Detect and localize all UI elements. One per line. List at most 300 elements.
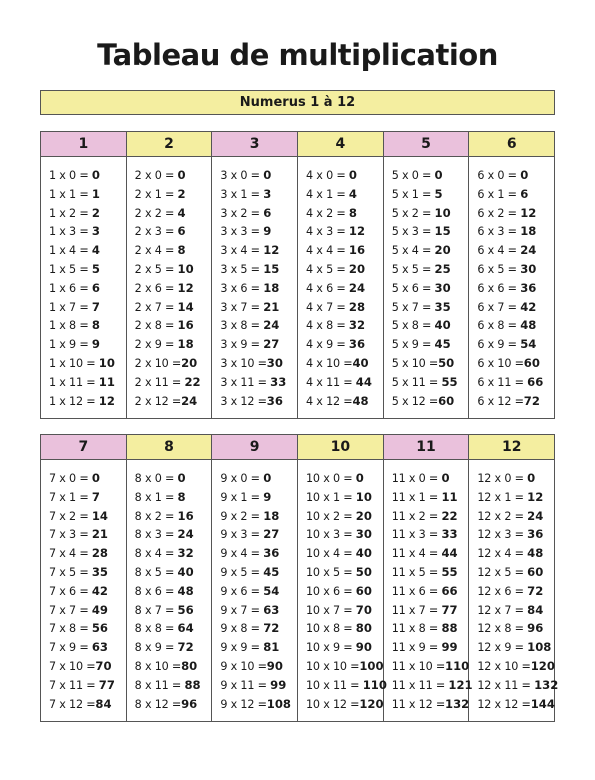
equation-expression: 11 x 7 =: [391, 603, 442, 617]
equation-expression: 11 x 1 =: [391, 490, 442, 504]
equation-result: 4: [177, 205, 186, 220]
equation-row: [477, 392, 554, 411]
table-header: 7: [41, 435, 126, 460]
equation-expression: 5 x 4 =: [391, 244, 435, 258]
equation-result: 10: [355, 489, 372, 504]
equation-expression: 1 x 1 =: [49, 187, 92, 201]
equation-result: 0: [441, 471, 450, 485]
equation-expression: 11 x 5 =: [391, 565, 442, 579]
equation-result: 0: [355, 471, 364, 485]
equation-result: 21: [263, 299, 280, 314]
equation-result: 0: [527, 471, 536, 485]
equation-result: 66: [527, 374, 544, 389]
table-header: 11: [384, 435, 469, 460]
equation-row: [392, 657, 469, 676]
equation-expression: 3 x 5 =: [220, 262, 264, 276]
table-body: [41, 157, 126, 410]
equation-row: [220, 657, 297, 676]
equation-row: [477, 601, 554, 620]
equation-expression: 7 x 3 =: [49, 528, 92, 542]
equation-result: 120: [359, 696, 384, 711]
equation-row: [306, 638, 383, 657]
equation-row: [220, 354, 297, 373]
equation-result: 110: [445, 658, 470, 673]
equation-row: [477, 279, 554, 298]
equation-row: [477, 222, 554, 241]
equation-expression: 10 x 10 =: [306, 659, 360, 673]
table-column: [469, 132, 554, 418]
equation-expression: 9 x 10 =: [220, 659, 267, 673]
equation-expression: 12 x 11 =: [477, 678, 535, 692]
equation-result: 22: [441, 508, 458, 523]
equation-expression: 9 x 6 =: [220, 584, 264, 598]
table-body: [212, 460, 297, 713]
equation-expression: 12 x 10 =: [477, 659, 531, 673]
equation-expression: 9 x 1 =: [220, 490, 264, 504]
equation-expression: 11 x 3 =: [391, 528, 442, 542]
equation-result: 50: [438, 355, 455, 370]
equation-expression: 1 x 5 =: [49, 262, 92, 276]
equation-result: 60: [523, 355, 540, 370]
equation-expression: 9 x 3 =: [220, 528, 264, 542]
equation-expression: 7 x 11 =: [49, 678, 99, 692]
equation-result: 42: [520, 299, 537, 314]
equation-expression: 9 x 9 =: [220, 641, 264, 655]
equation-row: [220, 316, 297, 335]
equation-result: 18: [263, 508, 280, 523]
equation-expression: 3 x 1 =: [220, 187, 264, 201]
equation-row: [477, 298, 554, 317]
equation-result: 54: [520, 337, 537, 352]
equation-expression: 5 x 10 =: [391, 356, 439, 370]
equation-expression: 7 x 5 =: [49, 565, 92, 579]
equation-row: [477, 354, 554, 373]
equation-row: [392, 544, 469, 563]
equation-expression: 8 x 10 =: [134, 659, 182, 673]
equation-result: 12: [98, 393, 115, 408]
equation-row: [220, 222, 297, 241]
equation-row: [306, 619, 383, 638]
equation-expression: 1 x 11 =: [49, 375, 99, 389]
equation-row: [220, 638, 297, 657]
equation-result: 10: [98, 355, 115, 370]
equation-result: 8: [348, 205, 357, 220]
equation-result: 0: [520, 168, 529, 182]
equation-expression: 10 x 5 =: [306, 565, 356, 579]
equation-result: 20: [355, 508, 372, 523]
equation-result: 108: [527, 640, 552, 655]
equation-result: 45: [434, 337, 451, 352]
equation-result: 12: [177, 280, 194, 295]
equation-expression: 5 x 6 =: [391, 281, 435, 295]
equation-row: [135, 392, 212, 411]
equation-row: [49, 657, 126, 676]
table-header: 4: [298, 132, 383, 157]
equation-row: [220, 582, 297, 601]
equation-row: [49, 638, 126, 657]
table-column: [384, 132, 470, 418]
equation-result: 56: [91, 621, 108, 636]
equation-expression: 4 x 6 =: [306, 281, 349, 295]
equation-expression: 1 x 0 =: [49, 169, 92, 182]
table-header: 1: [41, 132, 126, 157]
table-column: [298, 132, 384, 418]
equation-row: [306, 392, 383, 411]
equation-row: [220, 601, 297, 620]
equation-expression: 8 x 1 =: [134, 490, 178, 504]
equation-row: [306, 488, 383, 507]
equation-result: 72: [263, 621, 280, 636]
equation-expression: 10 x 8 =: [306, 622, 356, 636]
equation-result: 72: [527, 583, 544, 598]
equation-row: [135, 488, 212, 507]
equation-expression: 12 x 1 =: [477, 490, 528, 504]
equation-result: 0: [91, 168, 100, 182]
table-column: [212, 132, 298, 418]
equation-row: [220, 563, 297, 582]
equation-expression: 2 x 8 =: [134, 319, 178, 333]
equation-row: [306, 525, 383, 544]
equation-expression: 5 x 9 =: [391, 338, 435, 352]
equation-result: 27: [263, 337, 280, 352]
table-header: 8: [127, 435, 212, 460]
equation-row: [392, 695, 469, 714]
equation-result: 30: [266, 355, 283, 370]
equation-result: 0: [91, 471, 100, 485]
equation-expression: 8 x 9 =: [134, 641, 178, 655]
table-column: [41, 435, 127, 721]
table-column: [41, 132, 127, 418]
equation-result: 48: [520, 318, 537, 333]
equation-expression: 6 x 11 =: [477, 375, 528, 389]
equation-expression: 12 x 12 =: [477, 697, 531, 711]
equation-row: [477, 582, 554, 601]
equation-expression: 9 x 0 =: [220, 472, 264, 485]
equation-result: 72: [523, 393, 540, 408]
equation-expression: 12 x 5 =: [477, 565, 528, 579]
equation-expression: 9 x 11 =: [220, 678, 271, 692]
equation-row: [392, 601, 469, 620]
equation-result: 42: [91, 583, 108, 598]
equation-expression: 6 x 5 =: [477, 262, 521, 276]
equation-row: [306, 601, 383, 620]
table-body: [41, 460, 126, 713]
equation-row: [392, 335, 469, 354]
equation-row: [135, 563, 212, 582]
equation-row: [392, 166, 469, 185]
equation-result: 60: [355, 583, 372, 598]
equation-result: 63: [263, 602, 280, 617]
equation-result: 80: [355, 621, 372, 636]
equation-result: 55: [441, 374, 458, 389]
equation-row: [477, 335, 554, 354]
equation-expression: 8 x 3 =: [134, 528, 178, 542]
multiplication-table-top: [40, 131, 555, 419]
equation-result: 99: [441, 640, 458, 655]
equation-row: [220, 507, 297, 526]
equation-row: [477, 260, 554, 279]
equation-row: [220, 298, 297, 317]
table-header: 12: [469, 435, 554, 460]
equation-row: [220, 185, 297, 204]
equation-row: [477, 507, 554, 526]
equation-result: 99: [270, 677, 287, 692]
table-header: 6: [469, 132, 554, 157]
equation-result: 50: [355, 564, 372, 579]
equation-result: 54: [263, 583, 280, 598]
equation-row: [392, 619, 469, 638]
equation-result: 32: [177, 546, 194, 561]
equation-row: [477, 469, 554, 488]
equation-expression: 3 x 7 =: [220, 300, 264, 314]
equation-expression: 2 x 3 =: [134, 225, 178, 239]
equation-result: 8: [91, 318, 100, 333]
equation-result: 88: [184, 677, 201, 692]
equation-result: 66: [441, 583, 458, 598]
equation-expression: 1 x 12 =: [49, 394, 99, 408]
equation-row: [392, 373, 469, 392]
equation-result: 2: [91, 205, 100, 220]
equation-result: 33: [270, 374, 287, 389]
equation-expression: 6 x 3 =: [477, 225, 521, 239]
equation-expression: 11 x 11 =: [391, 678, 449, 692]
equation-row: [306, 373, 383, 392]
equation-row: [306, 185, 383, 204]
equation-row: [220, 392, 297, 411]
equation-result: 20: [434, 243, 451, 258]
equation-expression: 6 x 4 =: [477, 244, 521, 258]
equation-result: 44: [355, 374, 372, 389]
equation-row: [392, 298, 469, 317]
equation-row: [135, 638, 212, 657]
equation-expression: 8 x 12 =: [134, 697, 182, 711]
equation-expression: 2 x 4 =: [134, 244, 178, 258]
equation-result: 22: [184, 374, 201, 389]
equation-result: 24: [177, 527, 194, 542]
equation-row: [49, 563, 126, 582]
equation-row: [49, 601, 126, 620]
equation-row: [306, 166, 383, 185]
equation-result: 0: [348, 168, 357, 182]
equation-expression: 8 x 2 =: [134, 509, 178, 523]
equation-result: 28: [348, 299, 366, 314]
equation-expression: 2 x 12 =: [134, 394, 182, 408]
equation-result: 8: [177, 489, 186, 504]
equation-row: [306, 582, 383, 601]
equation-result: 12: [348, 224, 366, 239]
equation-row: [306, 676, 387, 695]
equation-expression: 1 x 7 =: [49, 300, 92, 314]
equation-result: 0: [263, 168, 272, 182]
equation-expression: 4 x 11 =: [306, 375, 356, 389]
equation-expression: 11 x 6 =: [391, 584, 442, 598]
table-body: [298, 157, 383, 410]
equation-row: [392, 488, 469, 507]
equation-row: [135, 279, 212, 298]
equation-result: 18: [263, 280, 280, 295]
equation-result: 10: [434, 205, 451, 220]
equation-row: [392, 204, 469, 223]
equation-result: 77: [441, 602, 458, 617]
equation-expression: 5 x 12 =: [391, 394, 439, 408]
equation-row: [49, 241, 126, 260]
equation-result: 55: [441, 564, 458, 579]
equation-expression: 4 x 8 =: [306, 319, 349, 333]
equation-result: 4: [91, 243, 100, 258]
equation-row: [135, 222, 212, 241]
equation-result: 6: [263, 205, 272, 220]
equation-row: [49, 676, 126, 695]
equation-result: 9: [91, 337, 100, 352]
equation-row: [220, 260, 297, 279]
equation-row: [220, 695, 297, 714]
equation-result: 63: [91, 640, 108, 655]
equation-row: [49, 166, 126, 185]
equation-result: 88: [441, 621, 458, 636]
equation-expression: 11 x 12 =: [391, 697, 446, 711]
equation-row: [477, 185, 554, 204]
equation-row: [220, 619, 297, 638]
equation-expression: 2 x 1 =: [134, 187, 178, 201]
equation-expression: 11 x 8 =: [391, 622, 442, 636]
equation-row: [392, 638, 469, 657]
equation-expression: 1 x 9 =: [49, 338, 92, 352]
equation-result: 80: [181, 658, 198, 673]
equation-row: [49, 373, 126, 392]
equation-expression: 8 x 11 =: [134, 678, 185, 692]
table-header: 10: [298, 435, 383, 460]
equation-expression: 3 x 4 =: [220, 244, 264, 258]
equation-row: [135, 316, 212, 335]
equation-row: [220, 525, 297, 544]
equation-result: 12: [263, 243, 280, 258]
equation-result: 77: [98, 677, 115, 692]
equation-result: 40: [352, 355, 369, 370]
equation-result: 96: [181, 696, 198, 711]
equation-result: 7: [91, 489, 100, 504]
equation-expression: 4 x 1 =: [306, 187, 349, 201]
equation-row: [49, 354, 126, 373]
equation-row: [135, 260, 212, 279]
equation-result: 44: [441, 546, 458, 561]
equation-row: [135, 676, 212, 695]
equation-expression: 8 x 4 =: [134, 547, 178, 561]
table-body: [212, 157, 297, 410]
equation-row: [135, 298, 212, 317]
equation-expression: 2 x 11 =: [134, 375, 185, 389]
equation-expression: 3 x 0 =: [220, 169, 264, 182]
equation-expression: 3 x 3 =: [220, 225, 264, 239]
equation-row: [49, 392, 126, 411]
equation-expression: 4 x 7 =: [306, 300, 349, 314]
equation-result: 16: [348, 243, 366, 258]
equation-row: [135, 601, 212, 620]
equation-row: [306, 544, 383, 563]
equation-row: [49, 279, 126, 298]
equation-expression: 4 x 9 =: [306, 338, 349, 352]
equation-expression: 6 x 6 =: [477, 281, 521, 295]
equation-row: [477, 563, 554, 582]
table-body: [127, 157, 212, 410]
equation-row: [220, 166, 297, 185]
equation-expression: 5 x 8 =: [391, 319, 435, 333]
equation-expression: 6 x 12 =: [477, 394, 524, 408]
equation-row: [477, 619, 554, 638]
equation-result: 40: [177, 564, 194, 579]
equation-row: [49, 582, 126, 601]
equation-result: 3: [263, 186, 272, 201]
equation-result: 25: [434, 261, 451, 276]
equation-expression: 5 x 2 =: [391, 206, 435, 220]
equation-result: 40: [355, 546, 372, 561]
equation-result: 90: [355, 640, 372, 655]
equation-expression: 6 x 2 =: [477, 206, 521, 220]
equation-row: [306, 657, 383, 676]
equation-result: 20: [348, 261, 366, 276]
equation-expression: 2 x 7 =: [134, 300, 178, 314]
equation-row: [49, 185, 126, 204]
equation-result: 10: [177, 261, 194, 276]
equation-result: 30: [520, 261, 537, 276]
equation-result: 0: [434, 168, 443, 182]
equation-row: [49, 298, 126, 317]
equation-row: [135, 166, 212, 185]
equation-row: [49, 507, 126, 526]
equation-row: [49, 335, 126, 354]
equation-expression: 10 x 11 =: [306, 678, 363, 692]
equation-row: [392, 392, 469, 411]
equation-result: 11: [441, 489, 458, 504]
equation-result: 120: [530, 658, 555, 673]
equation-result: 15: [263, 261, 280, 276]
equation-row: [135, 544, 212, 563]
equation-row: [135, 657, 212, 676]
table-body: [384, 157, 469, 410]
equation-result: 18: [177, 337, 194, 352]
equation-expression: 12 x 4 =: [477, 547, 528, 561]
equation-result: 15: [434, 224, 451, 239]
equation-result: 16: [177, 318, 194, 333]
equation-expression: 8 x 0 =: [134, 472, 178, 485]
equation-result: 70: [95, 658, 112, 673]
equation-result: 24: [181, 393, 198, 408]
equation-result: 27: [263, 527, 280, 542]
table-column: [384, 435, 473, 721]
equation-expression: 7 x 0 =: [49, 472, 92, 485]
equation-expression: 12 x 9 =: [477, 641, 528, 655]
equation-row: [135, 204, 212, 223]
equation-result: 35: [434, 299, 451, 314]
equation-result: 20: [181, 355, 198, 370]
equation-expression: 9 x 4 =: [220, 547, 264, 561]
equation-row: [306, 354, 383, 373]
equation-expression: 10 x 6 =: [306, 584, 356, 598]
equation-expression: 12 x 0 =: [477, 472, 528, 485]
equation-expression: 12 x 3 =: [477, 528, 528, 542]
equation-expression: 9 x 2 =: [220, 509, 264, 523]
equation-expression: 10 x 0 =: [306, 472, 356, 485]
equation-result: 70: [355, 602, 372, 617]
table-column: [127, 435, 213, 721]
equation-expression: 10 x 1 =: [306, 490, 356, 504]
equation-row: [135, 354, 212, 373]
table-column: [298, 435, 387, 721]
equation-expression: 7 x 2 =: [49, 509, 92, 523]
equation-row: [306, 298, 383, 317]
equation-result: 36: [520, 280, 537, 295]
equation-row: [49, 222, 126, 241]
equation-expression: 2 x 5 =: [134, 262, 178, 276]
